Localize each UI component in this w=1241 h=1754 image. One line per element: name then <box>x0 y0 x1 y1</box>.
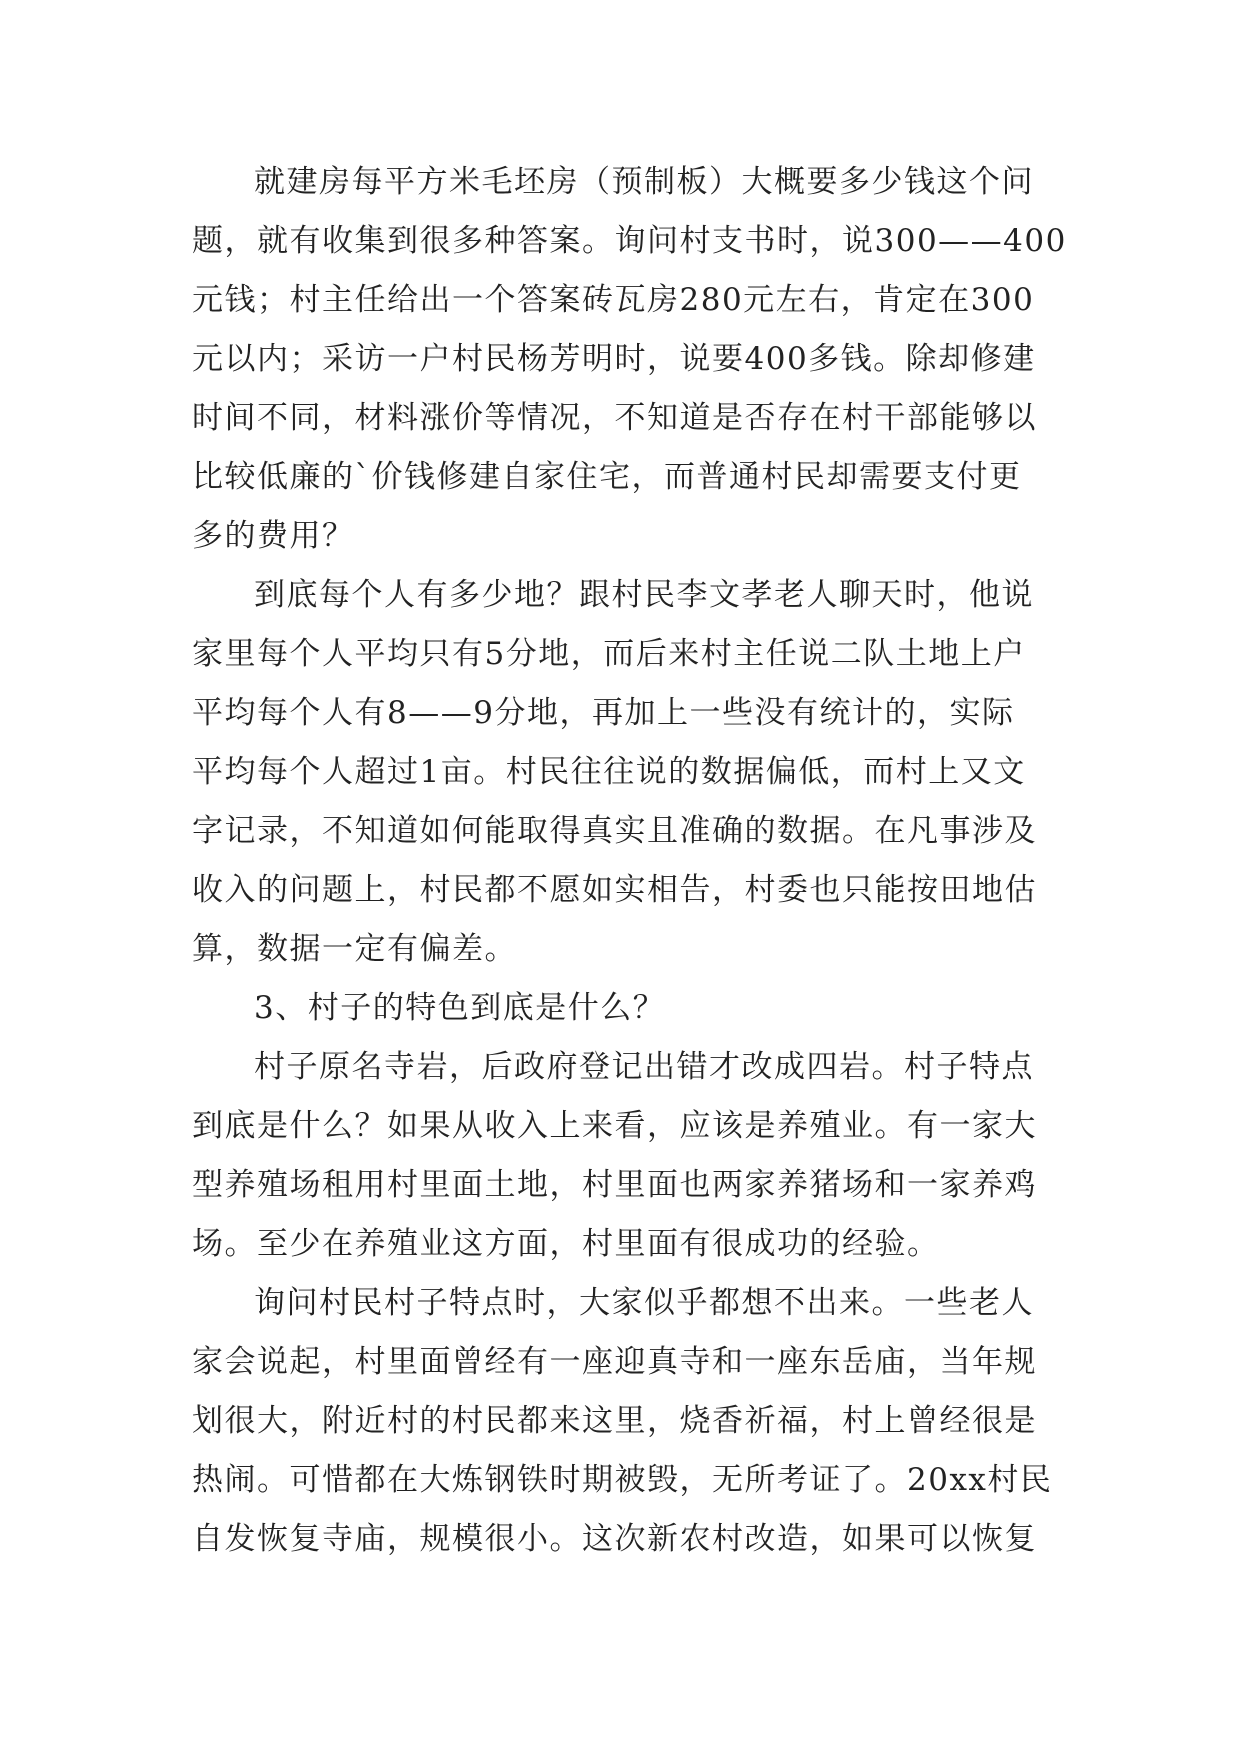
paragraph-village-temples <box>192 1274 1053 1569</box>
text-line: 比较低廉的`价钱修建自家住宅，而普通村民却需要支付更 <box>192 459 1022 495</box>
text-line: 算，数据一定有偏差。 <box>192 931 517 967</box>
paragraph-house-cost <box>192 153 1067 566</box>
text-line: 多的费用？ <box>192 518 355 554</box>
text-line: 家里每个人平均只有5分地，而后来村主任说二队土地上户 <box>192 636 1026 672</box>
text-line: 划很大，附近村的村民都来这里，烧香祈福，村上曾经很是 <box>192 1403 1037 1439</box>
text-line: 收入的问题上，村民都不愿如实相告，村委也只能按田地估 <box>192 872 1037 908</box>
heading-line: 3、村子的特色到底是什么？ <box>254 990 666 1026</box>
paragraph-land-per-person <box>192 566 1050 979</box>
text-line: 元钱；村主任给出一个答案砖瓦房280元左右，肯定在300 <box>192 282 1035 318</box>
document-body <box>192 153 1067 1569</box>
paragraph-village-name <box>192 1038 1050 1274</box>
text-line: 家会说起，村里面曾经有一座迎真寺和一座东岳庙，当年规 <box>192 1344 1037 1380</box>
text-line: 到底每个人有多少地？跟村民李文孝老人聊天时，他说 <box>254 577 1034 613</box>
text-line: 自发恢复寺庙，规模很小。这次新农村改造，如果可以恢复 <box>192 1521 1037 1557</box>
text-line: 型养殖场租用村里面土地，村里面也两家养猪场和一家养鸡 <box>192 1167 1037 1203</box>
text-line: 场。至少在养殖业这方面，村里面有很成功的经验。 <box>192 1226 940 1262</box>
text-line: 村子原名寺岩，后政府登记出错才改成四岩。村子特点 <box>254 1049 1034 1085</box>
text-line: 平均每个人超过1亩。村民往往说的数据偏低，而村上又文 <box>192 754 1026 790</box>
text-line: 热闹。可惜都在大炼钢铁时期被毁，无所考证了。20xx村民 <box>192 1462 1053 1498</box>
text-line: 题，就有收集到很多种答案。询问村支书时，说300——400 <box>192 223 1067 259</box>
text-line: 字记录，不知道如何能取得真实且准确的数据。在凡事涉及 <box>192 813 1037 849</box>
text-line: 到底是什么？如果从收入上来看，应该是养殖业。有一家大 <box>192 1108 1037 1144</box>
text-line: 时间不同，材料涨价等情况，不知道是否存在村干部能够以 <box>192 400 1037 436</box>
text-line: 就建房每平方米毛坯房（预制板）大概要多少钱这个问 <box>254 164 1034 200</box>
text-line: 元以内；采访一户村民杨芳明时，说要400多钱。除却修建 <box>192 341 1036 377</box>
text-line: 平均每个人有8——9分地，再加上一些没有统计的，实际 <box>192 695 1015 731</box>
section-heading <box>192 979 1050 1038</box>
text-line: 询问村民村子特点时，大家似乎都想不出来。一些老人 <box>254 1285 1034 1321</box>
